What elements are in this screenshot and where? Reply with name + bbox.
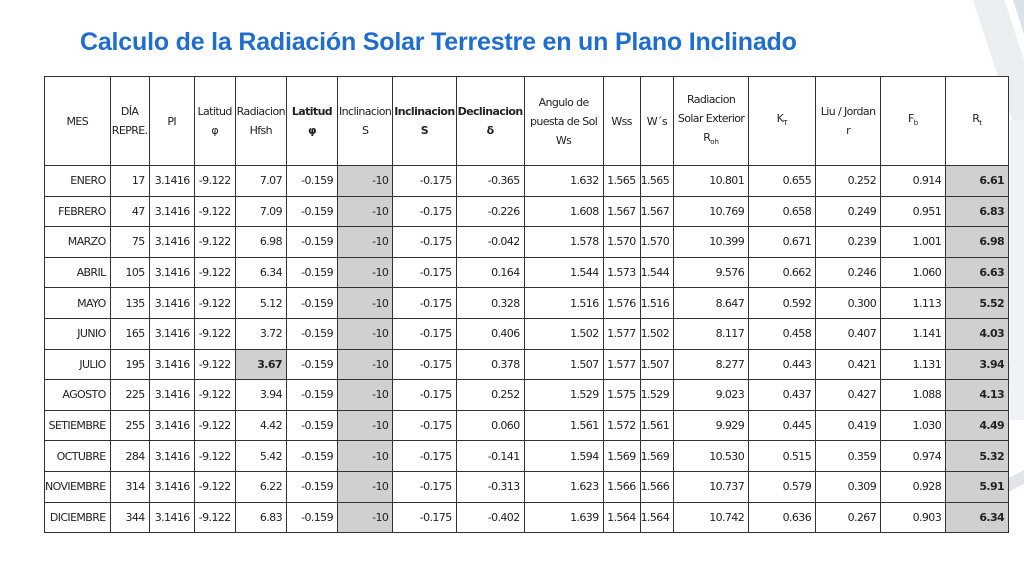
table-cell: -0.175 bbox=[393, 349, 456, 380]
table-cell: 6.34 bbox=[235, 257, 286, 288]
table-cell: 1.507 bbox=[640, 349, 674, 380]
month-cell: JULIO bbox=[45, 349, 111, 380]
table-cell: -0.175 bbox=[393, 257, 456, 288]
table-cell: 0.164 bbox=[456, 257, 524, 288]
table-cell: -9.122 bbox=[194, 502, 235, 533]
table-cell: -10 bbox=[337, 349, 392, 380]
table-cell: 3.1416 bbox=[149, 349, 194, 380]
month-cell: JUNIO bbox=[45, 318, 111, 349]
table-cell: -10 bbox=[337, 410, 392, 441]
table-cell: 1.570 bbox=[640, 227, 674, 258]
table-cell: 9.576 bbox=[674, 257, 749, 288]
table-cell: 9.023 bbox=[674, 380, 749, 411]
table-cell: 0.060 bbox=[456, 410, 524, 441]
header-inclinacion-rad: Inclinacion S bbox=[393, 77, 456, 166]
header-declinacion: Declinacion δ bbox=[456, 77, 524, 166]
table-cell: 0.655 bbox=[749, 166, 816, 197]
table-cell: 1.502 bbox=[640, 318, 674, 349]
table-row bbox=[45, 471, 1009, 502]
table-cell: 0.252 bbox=[456, 380, 524, 411]
table-cell: 1.566 bbox=[640, 471, 674, 502]
table-row bbox=[45, 349, 1009, 380]
header-kt: $K_T$ bbox=[749, 77, 816, 166]
header-latitud: Latitud φ bbox=[194, 77, 235, 166]
table-body bbox=[45, 166, 1009, 533]
slide-title: Calculo de la Radiación Solar Terrestre en un Plano Inclinado bbox=[80, 28, 797, 56]
table-cell: -10 bbox=[337, 288, 392, 319]
table-cell: 10.801 bbox=[674, 166, 749, 197]
table-cell: 10.737 bbox=[674, 471, 749, 502]
month-cell: SETIEMBRE bbox=[45, 410, 111, 441]
table-cell: -9.122 bbox=[194, 410, 235, 441]
table-cell: 1.566 bbox=[603, 471, 640, 502]
table-cell: 1.561 bbox=[524, 410, 603, 441]
table-cell: 3.1416 bbox=[149, 318, 194, 349]
table-cell: 0.592 bbox=[749, 288, 816, 319]
table-cell: 0.309 bbox=[816, 471, 881, 502]
table-cell: 1.088 bbox=[881, 380, 946, 411]
table-cell: 0.443 bbox=[749, 349, 816, 380]
header-latitud-rad: Latitud φ bbox=[286, 77, 337, 166]
table-cell: 0.437 bbox=[749, 380, 816, 411]
table-cell: -10 bbox=[337, 166, 392, 197]
table-row bbox=[45, 318, 1009, 349]
table-cell: 1.565 bbox=[640, 166, 674, 197]
table-cell: 6.22 bbox=[235, 471, 286, 502]
table-row bbox=[45, 410, 1009, 441]
table-cell: 0.378 bbox=[456, 349, 524, 380]
table-cell: -9.122 bbox=[194, 257, 235, 288]
table-cell: -0.175 bbox=[393, 441, 456, 472]
table-cell: 3.1416 bbox=[149, 257, 194, 288]
table-cell: 1.577 bbox=[603, 318, 640, 349]
table-cell: 1.561 bbox=[640, 410, 674, 441]
table-cell: 284 bbox=[110, 441, 149, 472]
table-cell: -10 bbox=[337, 441, 392, 472]
table-cell: 225 bbox=[110, 380, 149, 411]
table-cell: -0.175 bbox=[393, 196, 456, 227]
header-mes: MES bbox=[45, 77, 111, 166]
table-cell: 1.544 bbox=[524, 257, 603, 288]
table-cell: 0.246 bbox=[816, 257, 881, 288]
table-cell: -0.175 bbox=[393, 288, 456, 319]
table-cell: 1.544 bbox=[640, 257, 674, 288]
table-cell: 7.09 bbox=[235, 196, 286, 227]
header-wss: Wss bbox=[603, 77, 640, 166]
table-cell: 0.928 bbox=[881, 471, 946, 502]
table-cell: 6.83 bbox=[946, 196, 1009, 227]
table-cell: 0.267 bbox=[816, 502, 881, 533]
table-cell: 1.502 bbox=[524, 318, 603, 349]
table-cell: -0.159 bbox=[286, 471, 337, 502]
month-cell: MARZO bbox=[45, 227, 111, 258]
month-cell: DICIEMBRE bbox=[45, 502, 111, 533]
table-cell: 0.515 bbox=[749, 441, 816, 472]
table-cell: -0.042 bbox=[456, 227, 524, 258]
table-cell: -0.159 bbox=[286, 227, 337, 258]
table-cell: -9.122 bbox=[194, 471, 235, 502]
table-cell: 1.113 bbox=[881, 288, 946, 319]
table-cell: 1.577 bbox=[603, 349, 640, 380]
table-cell: -9.122 bbox=[194, 288, 235, 319]
table-cell: -10 bbox=[337, 257, 392, 288]
header-rt: $R_t$ bbox=[946, 77, 1009, 166]
table-cell: 1.632 bbox=[524, 166, 603, 197]
table-cell: -10 bbox=[337, 471, 392, 502]
table-cell: -0.313 bbox=[456, 471, 524, 502]
table-cell: 6.98 bbox=[946, 227, 1009, 258]
header-dia: DÍA REPRE. bbox=[110, 77, 149, 166]
table-cell: -10 bbox=[337, 196, 392, 227]
table-cell: 3.72 bbox=[235, 318, 286, 349]
table-cell: -9.122 bbox=[194, 318, 235, 349]
table-cell: 6.61 bbox=[946, 166, 1009, 197]
header-radiacion: Radiacion Hfsh bbox=[235, 77, 286, 166]
table-cell: 0.427 bbox=[816, 380, 881, 411]
table-cell: 1.564 bbox=[603, 502, 640, 533]
table-cell: 135 bbox=[110, 288, 149, 319]
table-cell: -0.175 bbox=[393, 380, 456, 411]
table-cell: 1.569 bbox=[603, 441, 640, 472]
table-cell: 1.578 bbox=[524, 227, 603, 258]
table-cell: 344 bbox=[110, 502, 149, 533]
table-cell: 47 bbox=[110, 196, 149, 227]
month-cell: ABRIL bbox=[45, 257, 111, 288]
table-cell: 1.608 bbox=[524, 196, 603, 227]
table-cell: 3.1416 bbox=[149, 380, 194, 411]
month-cell: ENERO bbox=[45, 166, 111, 197]
table-cell: -0.159 bbox=[286, 318, 337, 349]
table-cell: 8.277 bbox=[674, 349, 749, 380]
table-cell: 0.406 bbox=[456, 318, 524, 349]
table-cell: 0.239 bbox=[816, 227, 881, 258]
header-w-prime: W´s bbox=[640, 77, 674, 166]
table-cell: 3.1416 bbox=[149, 502, 194, 533]
header-inclinacion: Inclinacion S bbox=[337, 77, 392, 166]
table-cell: -9.122 bbox=[194, 349, 235, 380]
header-pi: PI bbox=[149, 77, 194, 166]
table-row bbox=[45, 227, 1009, 258]
table-cell: 3.1416 bbox=[149, 410, 194, 441]
table-cell: 75 bbox=[110, 227, 149, 258]
table-cell: 0.671 bbox=[749, 227, 816, 258]
table-cell: -0.159 bbox=[286, 349, 337, 380]
table-cell: 0.458 bbox=[749, 318, 816, 349]
table-cell: 0.407 bbox=[816, 318, 881, 349]
table-cell: 5.91 bbox=[946, 471, 1009, 502]
table-cell: 3.1416 bbox=[149, 166, 194, 197]
table-cell: -0.159 bbox=[286, 502, 337, 533]
table-cell: 0.903 bbox=[881, 502, 946, 533]
table-cell: 1.060 bbox=[881, 257, 946, 288]
table-cell: 4.42 bbox=[235, 410, 286, 441]
table-cell: 0.974 bbox=[881, 441, 946, 472]
table-cell: 1.529 bbox=[524, 380, 603, 411]
table-cell: 9.929 bbox=[674, 410, 749, 441]
table-cell: 8.647 bbox=[674, 288, 749, 319]
table-cell: -0.159 bbox=[286, 441, 337, 472]
table-cell: 1.507 bbox=[524, 349, 603, 380]
table-cell: -0.141 bbox=[456, 441, 524, 472]
table-row bbox=[45, 166, 1009, 197]
table-cell: -10 bbox=[337, 502, 392, 533]
table-cell: -10 bbox=[337, 380, 392, 411]
month-cell: NOVIEMBRE bbox=[45, 471, 111, 502]
table-cell: 8.117 bbox=[674, 318, 749, 349]
table-cell: -10 bbox=[337, 227, 392, 258]
table-cell: 3.1416 bbox=[149, 196, 194, 227]
header-angulo-puesta-sol: Angulo de puesta de Sol Ws bbox=[524, 77, 603, 166]
month-cell: OCTUBRE bbox=[45, 441, 111, 472]
table-cell: 0.249 bbox=[816, 196, 881, 227]
table-cell: -0.159 bbox=[286, 410, 337, 441]
table-cell: 0.914 bbox=[881, 166, 946, 197]
table-cell: 5.12 bbox=[235, 288, 286, 319]
table-cell: 0.359 bbox=[816, 441, 881, 472]
table-cell: 3.1416 bbox=[149, 441, 194, 472]
table-cell: 10.530 bbox=[674, 441, 749, 472]
table-cell: -10 bbox=[337, 318, 392, 349]
table-cell: 1.570 bbox=[603, 227, 640, 258]
table-cell: 1.565 bbox=[603, 166, 640, 197]
table-cell: 1.567 bbox=[603, 196, 640, 227]
table-cell: 1.569 bbox=[640, 441, 674, 472]
table-cell: 1.131 bbox=[881, 349, 946, 380]
table-cell: 1.141 bbox=[881, 318, 946, 349]
table-cell: 4.13 bbox=[946, 380, 1009, 411]
decor-band bbox=[1010, 120, 1024, 420]
table-cell: -9.122 bbox=[194, 227, 235, 258]
table-cell: -9.122 bbox=[194, 166, 235, 197]
table-cell: -0.175 bbox=[393, 227, 456, 258]
table-cell: 1.001 bbox=[881, 227, 946, 258]
table-cell: 7.07 bbox=[235, 166, 286, 197]
table-cell: 1.567 bbox=[640, 196, 674, 227]
header-radiacion-exterior: Radiacion Solar Exterior $R_{oh}$ bbox=[674, 77, 749, 166]
table-cell: 1.575 bbox=[603, 380, 640, 411]
month-cell: MAYO bbox=[45, 288, 111, 319]
table-row bbox=[45, 196, 1009, 227]
table-cell: -0.175 bbox=[393, 410, 456, 441]
table-row bbox=[45, 502, 1009, 533]
table-cell: 3.1416 bbox=[149, 471, 194, 502]
table-cell: -0.159 bbox=[286, 288, 337, 319]
table-cell: 1.573 bbox=[603, 257, 640, 288]
table-cell: -0.159 bbox=[286, 166, 337, 197]
table-cell: 4.03 bbox=[946, 318, 1009, 349]
table-cell: 1.516 bbox=[524, 288, 603, 319]
table-cell: 105 bbox=[110, 257, 149, 288]
month-cell: FEBRERO bbox=[45, 196, 111, 227]
table-cell: 1.576 bbox=[603, 288, 640, 319]
header-row bbox=[45, 77, 1009, 166]
header-fb: $F_b$ bbox=[881, 77, 946, 166]
table-cell: 0.421 bbox=[816, 349, 881, 380]
table-cell: -0.226 bbox=[456, 196, 524, 227]
table-cell: 3.94 bbox=[235, 380, 286, 411]
table-row bbox=[45, 288, 1009, 319]
table-cell: 0.419 bbox=[816, 410, 881, 441]
table-cell: 0.445 bbox=[749, 410, 816, 441]
table-cell: -0.159 bbox=[286, 196, 337, 227]
table-cell: 1.529 bbox=[640, 380, 674, 411]
table-cell: 6.98 bbox=[235, 227, 286, 258]
table-cell: 0.662 bbox=[749, 257, 816, 288]
radiation-table bbox=[44, 76, 1009, 533]
header-liu-jordan: Liu / Jordan r bbox=[816, 77, 881, 166]
table-cell: 1.639 bbox=[524, 502, 603, 533]
table-cell: 0.328 bbox=[456, 288, 524, 319]
table-cell: 1.572 bbox=[603, 410, 640, 441]
table-cell: -0.175 bbox=[393, 318, 456, 349]
month-cell: AGOSTO bbox=[45, 380, 111, 411]
table-cell: 0.636 bbox=[749, 502, 816, 533]
table-cell: -0.159 bbox=[286, 257, 337, 288]
table-cell: 1.030 bbox=[881, 410, 946, 441]
table-cell: 17 bbox=[110, 166, 149, 197]
table-cell: 3.1416 bbox=[149, 288, 194, 319]
table-cell: 314 bbox=[110, 471, 149, 502]
table-cell: 6.63 bbox=[946, 257, 1009, 288]
table-cell: 5.52 bbox=[946, 288, 1009, 319]
table-cell: 10.399 bbox=[674, 227, 749, 258]
table-cell: -0.402 bbox=[456, 502, 524, 533]
table-cell: 195 bbox=[110, 349, 149, 380]
table-cell: 1.594 bbox=[524, 441, 603, 472]
table-cell: 5.32 bbox=[946, 441, 1009, 472]
table-cell: 3.67 bbox=[235, 349, 286, 380]
table-cell: 165 bbox=[110, 318, 149, 349]
table-cell: 1.516 bbox=[640, 288, 674, 319]
table-cell: 1.564 bbox=[640, 502, 674, 533]
table-cell: 10.742 bbox=[674, 502, 749, 533]
table-cell: 0.252 bbox=[816, 166, 881, 197]
table-cell: 3.1416 bbox=[149, 227, 194, 258]
table-row bbox=[45, 257, 1009, 288]
table-cell: -9.122 bbox=[194, 441, 235, 472]
table-row bbox=[45, 441, 1009, 472]
table-cell: -0.175 bbox=[393, 471, 456, 502]
table-cell: 10.769 bbox=[674, 196, 749, 227]
table-cell: 6.34 bbox=[946, 502, 1009, 533]
table-cell: -0.159 bbox=[286, 380, 337, 411]
table-cell: 255 bbox=[110, 410, 149, 441]
table-cell: 4.49 bbox=[946, 410, 1009, 441]
table-cell: -0.175 bbox=[393, 166, 456, 197]
table-cell: -0.175 bbox=[393, 502, 456, 533]
table-cell: -9.122 bbox=[194, 196, 235, 227]
table-cell: 1.623 bbox=[524, 471, 603, 502]
table-cell: 0.579 bbox=[749, 471, 816, 502]
table-cell: 0.300 bbox=[816, 288, 881, 319]
table-row bbox=[45, 380, 1009, 411]
table-cell: 5.42 bbox=[235, 441, 286, 472]
table-cell: 6.83 bbox=[235, 502, 286, 533]
table-cell: 3.94 bbox=[946, 349, 1009, 380]
table-cell: 0.658 bbox=[749, 196, 816, 227]
table-cell: -9.122 bbox=[194, 380, 235, 411]
table-cell: -0.365 bbox=[456, 166, 524, 197]
table-cell: 0.951 bbox=[881, 196, 946, 227]
